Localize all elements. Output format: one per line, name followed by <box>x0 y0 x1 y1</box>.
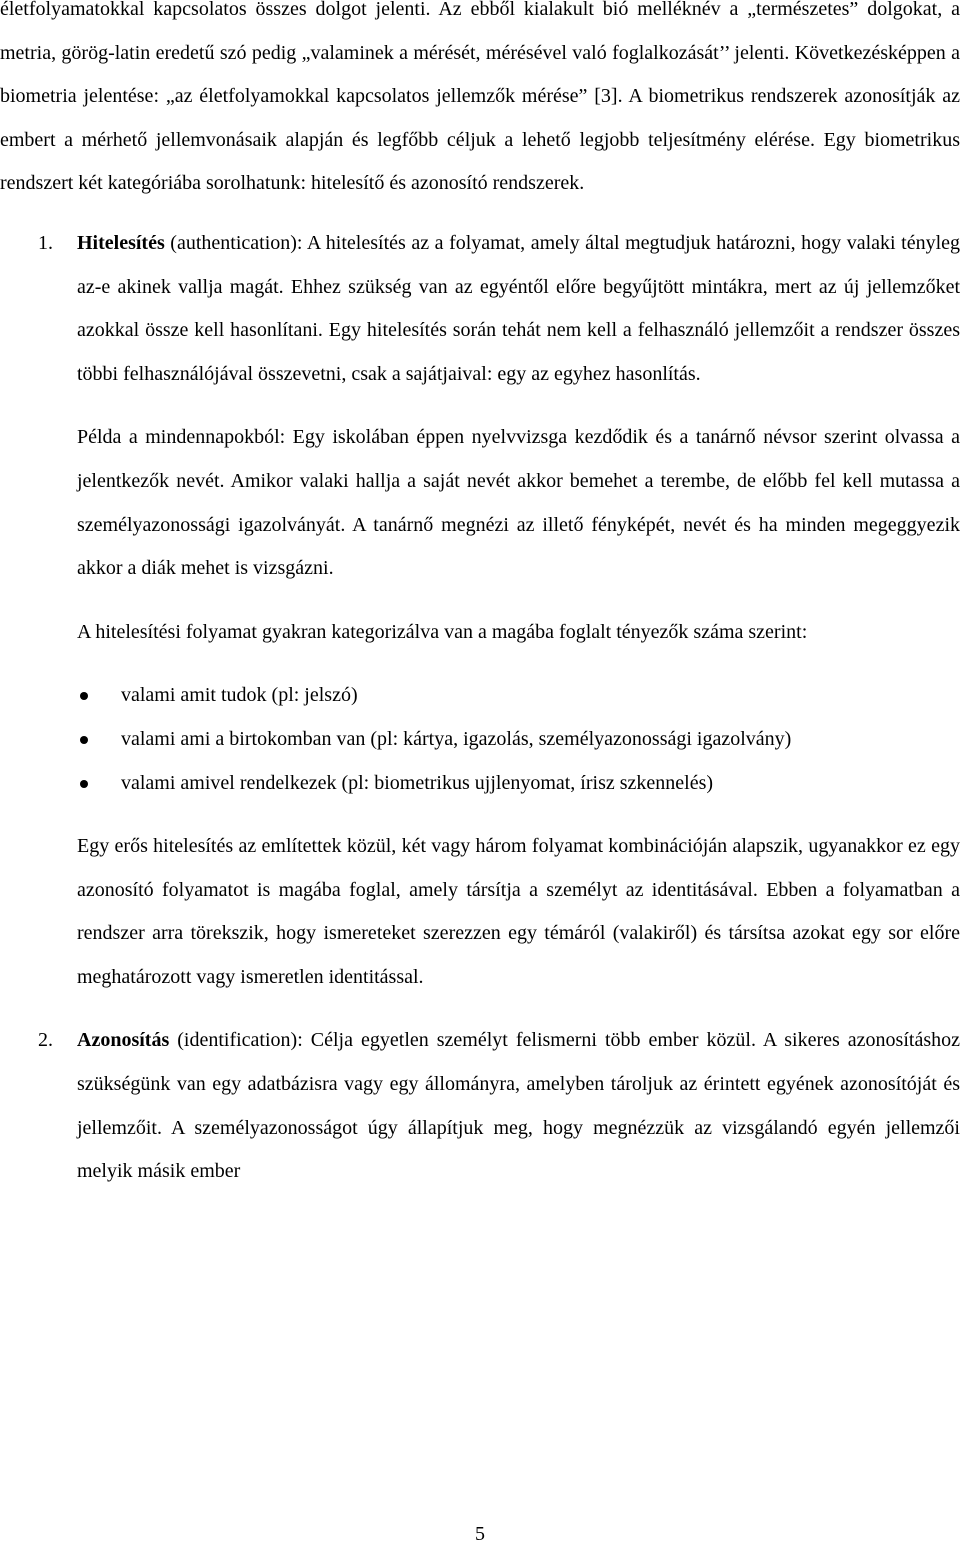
list-item <box>0 718 960 762</box>
list-item-authentication <box>0 222 960 396</box>
bullet-text: valami amit tudok (pl: jelszó) <box>121 684 358 707</box>
list-item-identification <box>0 1019 960 1193</box>
spacer <box>0 206 960 222</box>
authentication-text: (authentication): A hitelesítés az a folyamat, amely által megtudjuk határozni, hogy valaki tényleg az-e akinek vallja magát. Ehhez szükség van az egyéntől előre begyűjtött mintákra, mert az új jellemzőket azokkal össze kell hasonlítani. Egy hitelesítés során tehát nem kell a felhasználó jellemzőit a rendszer összes többi felhasználójával összevetni, csak a sajátjaival: egy az egyhez hasonlítás. <box>77 231 960 385</box>
intro-paragraph: életfolyamatokkal kapcsolatos összes dolgot jelenti. Az ebből kialakult bió melléknév a „természetes” dolgokat, a metria, görög-latin eredetű szó pedig „valaminek a mérését, mérésével való foglalkozását’’ jelenti. Következésképpen a biometria jelentése: „az életfolyamokkal kapcsolatos jellemzők mérése” [3]. A biometrikus rendszerek azonosítják az embert a mérhető jellemvonásaik alapján és legfőbb céljuk a lehető legjobb teljesítmény elérése. Egy biometrikus rendszert két kategóriába sorolhatunk: hitelesítő és azonosító rendszerek. <box>0 0 960 195</box>
list-item <box>0 674 960 718</box>
term-authentication: Hitelesítés <box>77 231 165 254</box>
bullet-text: valami amivel rendelkezek (pl: biometrikus ujjlenyomat, írisz szkennelés) <box>121 771 714 794</box>
bullet-icon <box>80 736 88 744</box>
spacer <box>0 999 960 1019</box>
identification-text: (identification): Célja egyetlen személyt felismerni több ember közül. A sikeres azonosításhoz szükségünk van egy adatbázisra vagy egy állományra, amelyben tároljuk az érintett egyének azonosítóját és jellemzőit. A személyazonosságot úgy állapítjuk meg, hogy megnézzük az vizsgálandó egyén jellemzői melyik másik ember <box>77 1029 960 1183</box>
categorized-paragraph: A hitelesítési folyamat gyakran kategorizálva van a magába foglalt tényezők száma szerint: <box>77 620 808 643</box>
term-identification: Azonosítás <box>77 1029 170 1052</box>
spacer <box>0 591 960 611</box>
bullet-text: valami ami a birtokomban van (pl: kártya, igazolás, személyazonossági igazolvány) <box>121 727 792 750</box>
bullet-icon <box>80 780 88 788</box>
factor-list <box>0 674 960 805</box>
list-item <box>0 762 960 806</box>
page-number: 5 <box>475 1523 485 1545</box>
strong-auth-paragraph: Egy erős hitelesítés az említettek közül, két vagy három folyamat kombinációján alapszik, ugyanakkor ez egy azonosító folyamatot is magába foglal, amely társítja a személyt az identitásával. Ebben a folyamatban a rendszer arra törekszik, hogy ismereteket szerezzen egy témáról (valakiről) és társítsa azokat egy sor előre meghatározott vagy ismeretlen identitással. <box>77 835 960 988</box>
authentication-paragraph <box>77 222 960 396</box>
bullet-icon <box>80 692 88 700</box>
spacer <box>0 396 960 416</box>
identification-paragraph <box>77 1019 960 1193</box>
example-paragraph: Példa a mindennapokból: Egy iskolában éppen nyelvvizsga kezdődik és a tanárnő névsor szerint olvassa a jelentkezők nevét. Amikor valaki hallja a saját nevét akkor bemehet a terembe, de előbb fel kell mutassa a személyazonossági igazolványát. A tanárnő megnézi az illető fényképét, nevét és ha minden megeggyezik akkor a diák mehet is vizsgázni. <box>77 426 960 580</box>
list-number: 2. <box>38 1029 53 1052</box>
spacer <box>0 654 960 674</box>
spacer <box>0 805 960 825</box>
list-number: 1. <box>38 231 53 254</box>
